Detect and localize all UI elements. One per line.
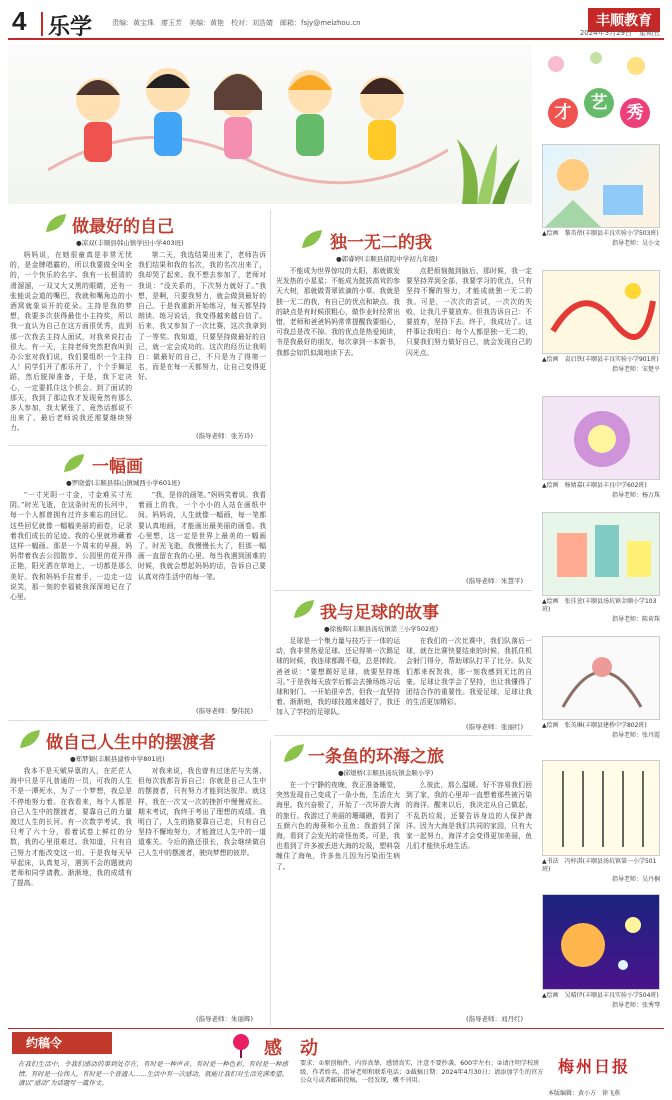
article-title: 一条鱼的环海之旅 <box>308 747 444 767</box>
art-showcase <box>536 44 664 1098</box>
teacher-credit: (指导老师：朱丽辉) <box>196 1015 254 1023</box>
call-ribbon: 约稿令 <box>12 1032 112 1054</box>
divider <box>8 720 268 721</box>
masthead <box>8 6 664 40</box>
artwork-image <box>542 894 660 990</box>
article-body: 么彼此，那么温暖。好不容易我们回到了家，我的心里却一直想着那些被污染的海洋。醒来以后，我决定从自己做起，不乱扔垃圾，还要告诉身边的人保护海洋。因为大海是我们共同的家园，只有大家一起努力，海洋才会变得更加美丽，鱼儿们才能快乐地生活。 <box>406 781 532 851</box>
header-char: 艺 <box>584 88 614 118</box>
artwork-image <box>542 512 660 596</box>
artwork-item <box>542 396 660 499</box>
divider <box>274 590 532 591</box>
artwork-item <box>542 144 660 247</box>
artwork-teacher: 指导老师：吴丹桐 <box>611 876 660 883</box>
page-editor: 本版编辑：黄小方 徐飞燕 <box>548 1090 621 1097</box>
article-body: 我本不是天赋异禀的人，在茫茫人海中只是平凡普通的一员，可我的人生不是一潭死水，为了一个梦想，我总是不停地努力着。在我看来，每个人都是自己人生中的摆渡者，要靠自己的力量渡过人生的长河。有一次数学考试，我只考了六十分，看着试卷上鲜红的分数，我的心里很难过。我知道，只有自己努力才能改变这一切。于是我每天早早起床，认真复习，遇到不会的题就向老师和同学请教。渐渐地，我的成绩有了提高。 <box>10 767 132 888</box>
divider <box>270 210 271 710</box>
leaf-icon <box>62 452 86 474</box>
article-title: 做自己人生中的摆渡者 <box>46 733 216 753</box>
artwork-caption: ▲绘画 张佳萱(丰顺县汤坑镇金顺小学103班) <box>542 598 657 613</box>
article-body: “我，是你的画笔。”妈妈笑着说。我看着画上的我，一个小小的人站在画纸中间。妈妈说，人生就像一幅画，每一笔都要认真地画，才能画出最美丽的画卷。我心里想，这一定是世界上最美的一幅画了。时光飞逝，我慢慢长大了，但那一幅画一直留在我的心里。每当我遇到困难的时候，我就会想起妈妈的话，告诉自己要认真对待生活中的每一笔。 <box>138 491 266 581</box>
article-author: ●凉双(丰顺县韩山镇学田小学403班) <box>76 239 184 247</box>
artwork-teacher: 指导老师：陈荷珠 <box>611 616 660 623</box>
header-char: 才 <box>548 98 578 128</box>
article-title: 做最好的自己 <box>72 217 174 237</box>
article-author: ●郑梦颖(丰顺县建桥中学801班) <box>70 755 165 763</box>
teacher-credit: (指导老师：黎伟民) <box>196 707 254 715</box>
banner-illustration <box>8 44 532 204</box>
artwork-image <box>542 396 660 480</box>
artwork-caption: ▲绘画 张英琳(丰顺县建桥中学802班) <box>542 722 647 729</box>
artwork-item <box>542 636 660 739</box>
teacher-credit: (指导老师：刘丹红) <box>466 1015 524 1023</box>
editor-credits: 责编：黄宝珠 廖玉芳 美编：黄艳 校对：刘浩婧 邮箱：fsjy@meizhou.cn <box>112 19 361 27</box>
article-body: “一寸光阴一寸金，寸金难买寸光阴。”时光飞逝，在这条时光的长河中，每一个人都曾拥有过许多难忘的回忆。这些回忆就像一幅幅美丽的画卷，记录着我们成长的足迹。我的心里就珍藏着这样一幅画。那是一个周末的早晨，妈妈带着我去公园散步。公园里的花开得正艳，阳光洒在草地上，一切都是那么美好。我和妈妈手拉着手，一边走一边说笑，那一刻的幸福被我深深地记在了心里。 <box>10 491 132 602</box>
artwork-item <box>542 894 660 1009</box>
article-body: 点把烦恼抛到脑后，那时候，我一定要坚持弄到全部，我要学习的优点，只有坚持不懈的努力，才能成就独一无二的我。可是，一次次的尝试，一次次的失败，让我几乎要放弃。但我告诉自己：不要放弃，坚持下去。终于，我成功了。这件事让我明白：每个人都是独一无二的，只要我们努力做好自己，就会发现自己的闪光点。 <box>406 267 532 357</box>
children-illustration-icon <box>48 50 448 200</box>
article-body: 在一个宁静的夜晚，我正准备睡觉，突然发现自己变成了一条小鱼，生活在大海里。我兴奋极了，开始了一次环游大海的旅行。我游过了美丽的珊瑚礁，看到了五颜六色的海葵和小丑鱼；我游到了深海，看到了会发光的奇怪鱼类。可是，我也看到了许多被丢进大海的垃圾，塑料袋缠住了海龟，许多鱼儿因为污染而生病了。 <box>276 781 400 871</box>
artwork-teacher: 指导老师：杨万珠 <box>611 492 660 499</box>
article-body: 足球是一个集力量与技巧于一体的运动，我非常热爱足球。还记得第一次踢足球的时候，我连球都踢不稳，总是摔跤。爸爸说：“要想踢好足球，就要坚持练习。”于是我每天放学后都会去操场练习运球和射门。一开始很辛苦，但我一直坚持着。渐渐地，我的球技越来越好了，我还加入了学校的足球队。 <box>276 637 400 717</box>
artwork-item <box>542 270 660 373</box>
leaf-icon <box>300 228 324 250</box>
article-author: ●徐俊晖(丰顺县汤坑镇第三小学502班) <box>324 625 439 633</box>
leaf-icon <box>18 728 42 750</box>
call-description: 在我们生活中，令我们感动的事到处存在，有时是一种声音，有时是一种色彩，有时是一种感情。有时是一位伟人，有时是一个普通人……生活中有一次感动，就能让我们对生活充满希望。请以“感动”为话题写一篇作文。 <box>18 1060 288 1087</box>
brand-logo: 丰顺教育 <box>588 8 660 32</box>
artwork-teacher: 指导老师：宋楚平 <box>611 366 660 373</box>
artwork-caption: ▲绘画 袁启铁(丰顺县丰良实验小学901班) <box>542 356 659 363</box>
leaf-icon <box>44 212 68 234</box>
article-body: 不能成为世界惊叹的太阳，那就做发光发热的小星星；不能成为挺拔高耸的参天大树，那就做青翠欲滴的小草。我就是独一无二的我，有自己的优点和缺点。我的缺点是有时候很粗心，做作业时经常出错，老师和爸爸妈妈常常提醒我要细心，可我总是改不掉。我的优点是热爱阅读，书是我最好的朋友，每次拿到一本新书，我都会如饥似渴地读下去。 <box>276 267 400 357</box>
article-author: ●罗晓蕾(丰顺县韩山镇城西小学601班) <box>66 479 181 487</box>
artwork-teacher: 指导老师：吴小文 <box>611 240 660 247</box>
article-title: 一幅画 <box>92 457 143 477</box>
leaf-icon <box>282 742 306 764</box>
article-body: 对我来说，我也曾有过迷茫与失落，但每次我都告诉自己：你就是自己人生中的摆渡者，只有努力才能到达彼岸。就这样，我在一次又一次的挫折中慢慢成长。期末考试，我终于考出了理想的成绩。我明白了，人生的路要靠自己走，只有自己坚持不懈地努力，才能渡过人生中的一道道难关。今后的路还很长，我会继续做自己人生中的摆渡者，驶向梦想的彼岸。 <box>138 767 266 857</box>
call-requirements: 要求：①原创稿件，内容真挚，感情真实，注意不要抄袭，600字左右；②请注明学校班级，作者姓名，指导老师和联系电话；③截稿日期：2024年4月30日；请添加学生的官方公众号或者邮箱投稿，一经发现，概不刊用。 <box>300 1060 544 1085</box>
grass-leaf-icon <box>452 134 522 204</box>
artwork-teacher: 指导老师：张秀琴 <box>611 1002 660 1009</box>
call-for-submissions <box>8 1032 664 1098</box>
page-number: 4 <box>12 6 27 36</box>
artwork-caption: ▲绘画 吴晴伊(丰顺县丰良实验小学504班) <box>542 992 659 999</box>
flower-decoration-icon <box>536 44 664 84</box>
article-title: 我与足球的故事 <box>320 603 439 623</box>
issue-date: 2024年3月29日 星期五 <box>579 29 660 37</box>
divider <box>8 445 268 446</box>
article-author: ●邱煜桥(丰顺县汤坑镇金顺小学) <box>338 769 434 777</box>
article-title: 独一无二的我 <box>330 233 432 253</box>
header-char: 秀 <box>620 98 650 128</box>
stamp-text: 梅州日报 <box>558 1057 631 1076</box>
article-body: 妈妈说，在她很童真是非常无忧的，是金牌唱霸的，所以我要做全叫全的，一个快乐的名字。我有一长根清的滑溜溜，一双又大又黑的眼睛，还有一张能说会道的嘴巴，我就和嘴角边的小酒窝就象谈开的花朵。主持是我的梦想，我要多次获得最佳小主持奖，所以我一直认为自己在这方面很优秀，直到那一次我去主持人面试，对我来说打击很大。有一天，主持老师突然把我叫到办公室对我们说，我们要组织一个主持人！同学们开了都乐开了，个个手舞足蹈，然后脱掉准备，于是，我下定决心，一定要抓住这个机会。到了面试的那天，我到了那边我才发现竟然有那么多人参加，我太紧张了，竟然话都说不出来了。最后老师说我还需要继续努力。 <box>10 251 132 433</box>
artwork-image <box>542 144 660 228</box>
divider <box>270 740 271 1026</box>
call-topic: 感 动 <box>264 1038 318 1059</box>
article-body: 第二天，我选结果出来了，老师告诉我们结果和我的名次，我的名次出来了，我却哭了起来。我不想去参加了，老师对我说：“没关系的，下次努力就好了。”我想，是啊，只要我努力，就会做到最好的自己。于是我重新开始练习，每天都坚持朗读、练习说话，我变得越来越自信了。后来，我又参加了一次比赛，这次我拿到了一等奖。我知道，只要坚持做最好的自己，就一定会成功的。这次的经历让我明白：做最好的自己，不只是为了得第一名，而是在每一天都努力，让自己变得更好。 <box>138 251 266 382</box>
teacher-credit: (指导老师：朱慧平) <box>466 577 524 585</box>
divider <box>274 735 532 736</box>
artwork-caption: ▲书法 冯梓淇(丰顺县汤坑镇第一小学501班) <box>542 858 657 873</box>
artwork-teacher: 指导老师：张丹霞 <box>611 732 660 739</box>
artwork-image <box>542 270 660 354</box>
article-author: ●郭睿婷(丰顺县留隍中学初九年级) <box>336 255 438 263</box>
artwork-caption: ▲绘画 黎英蓓(丰顺县丰良实验小学503班) <box>542 230 659 237</box>
art-section-header <box>536 84 664 134</box>
leaf-icon <box>292 598 316 620</box>
teacher-credit: (指导老师：张丽红) <box>466 723 524 731</box>
artwork-image <box>542 636 660 720</box>
pin-icon <box>228 1032 254 1058</box>
teacher-credit: (指导老师：张芳玲) <box>196 432 254 440</box>
artwork-image <box>542 760 660 856</box>
section-title: 乐学 <box>48 10 92 41</box>
artwork-caption: ▲绘画 杨婧嘉(丰顺县丰良中学602班) <box>542 482 647 489</box>
artwork-item <box>542 512 660 623</box>
article-body: 在我们的一次比赛中，我们队落后一球，就在比赛快要结束的时候，我抓住机会射门得分，帮助球队打平了比分。队友们都来祝贺我，那一刻我感到无比的自豪。足球让我学会了坚持，也让我懂得了团结合作的重要性。我爱足球，足球让我的生活更加精彩。 <box>406 637 532 707</box>
artwork-item <box>542 760 660 883</box>
